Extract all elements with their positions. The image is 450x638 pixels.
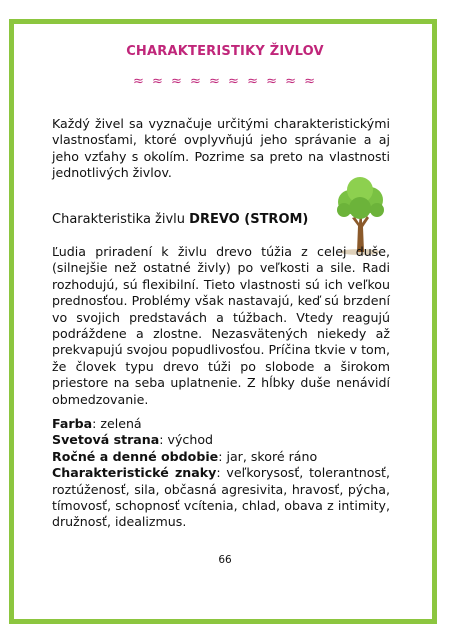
property-color: Farba: zelená [52,416,142,431]
decorative-divider: ≈ ≈ ≈ ≈ ≈ ≈ ≈ ≈ ≈ ≈ [132,74,318,89]
page-number: 66 [218,554,232,566]
property-direction: Svetová strana: východ [52,432,214,448]
section-heading [52,212,308,227]
page-title: CHARAKTERISTIKY ŽIVLOV [126,44,324,59]
properties-list [52,416,390,531]
intro-paragraph: Každý živel sa vyznačuje určitými charakteristickými vlastnosťami, ktoré ovplyvňujú jeho správanie a aj jeho vzťahy s okolím. Pozrime sa preto na vlastnosti jednotlivých živlov. [52,116,390,181]
section-heading-bold: DREVO (STROM) [189,212,309,227]
section-heading-prefix: Charakteristika živlu [52,212,190,227]
property-traits: Charakteristické znaky: veľkorysosť, tolerantnosť, roztúženosť, sila, občasná agresivita, hravosť, pýcha, tímovosť, schopnosť vcítenia, chlad, obava z intimity, družnosť, idealizmus. [52,465,390,530]
section-body: Ľudia priradení k živlu drevo túžia z celej duše, (silnejšie než ostatné živly) po veľkosti a sile. Radi rozhodujú, sú flexibilní. Tieto vlastnosti sú ich veľkou prednosťou. Problémy však nastavajú, keď sú brzdení vo svojich predstavách a túžbach. Vtedy reagujú podráždene a zlostne. Nezasvätených niekedy až prekvapujú svojou popudlivosťou. Príčina tkvie v tom, že človek typu drevo túži po slobode a širokom priestore na seba uplatnenie. Z hĺbky duše nenávidí obmedzovanie. [52,244,390,407]
property-season: Ročné a denné obdobie: jar, skoré ráno [52,448,318,464]
